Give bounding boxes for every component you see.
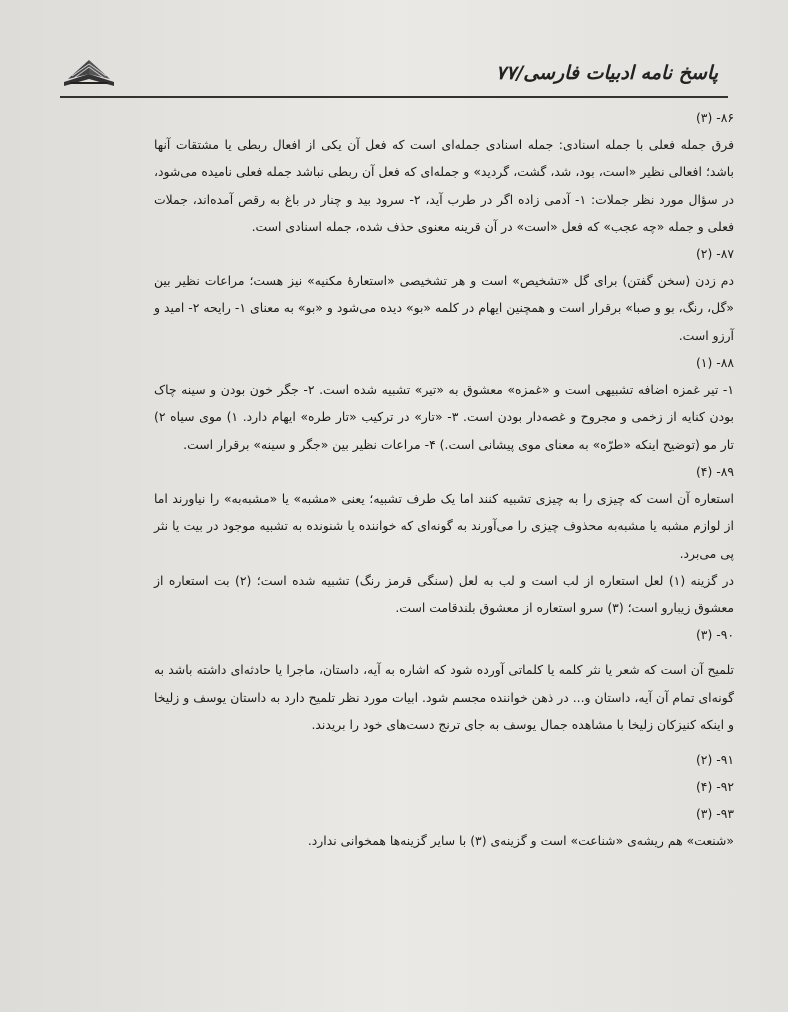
answer-number: ۸۹- (۴) bbox=[695, 463, 734, 479]
answer-paragraph: دم زدن (سخن گفتن) برای گل «تشخیص» است و هر تشخیصی «استعارهٔ مکنیه» نیز هست؛ مراعات نظیر بین «گل، رنگ، بو و صبا» برقرار است و همچنین ایهام در کلمه «بو» دیده می‌شود و «بو» به معنای ۱- رایحه ۲- امید و آرزو است. bbox=[154, 273, 735, 343]
answer-paragraph: استعاره آن است که چیزی را به چیزی تشبیه کنند اما یک طرف تشبیه؛ یعنی «مشبه» یا «مشبه‌به» را نیاورند اما از لوازم مشبه یا مشبه‌به محذوف چیزی را می‌آورند به گونه‌ای که خواننده یا شنونده به تشبیه موجود در بیت یا نثر پی می‌برد. bbox=[154, 490, 734, 561]
open-book-logo-icon bbox=[60, 52, 118, 90]
page-header bbox=[60, 52, 728, 96]
header-rule bbox=[60, 96, 728, 98]
header-title: پاسخ نامه ادبیات فارسی/۷۷ bbox=[495, 62, 718, 84]
answer-number: ۹۱- (۲) bbox=[695, 752, 734, 768]
answer-number: ۸۶- (۳) bbox=[695, 110, 734, 125]
answer-number: ۹۰- (۳) bbox=[695, 627, 734, 643]
answer-number: ۹۳- (۳) bbox=[695, 806, 734, 822]
answer-paragraph: در گزینه (۱) لعل استعاره از لب است و لب به لعل (سنگی قرمز رنگ) تشبیه شده است؛ (۲) بت استعاره از معشوق زیبارو است؛ (۳) سرو استعاره از معشوق بلندقامت است. bbox=[154, 572, 735, 616]
answer-number: ۹۲- (۴) bbox=[695, 779, 734, 795]
answer-paragraph: فرق جمله فعلی با جمله اسنادی: جمله اسنادی جمله‌ای است که فعل آن یکی از افعال ربطی یا مشتقات آنها باشد؛ افعالی نظیر «است، بود، شد، گشت، گردید» و جمله‌ای که فعل آن ربطی نباشد جمله فعلی نامیده می‌شود، در سؤال مورد نظر جملات: ۱- آدمی زاده اگر در طرب آید، ۲- سرود بید و چنار در باغ به رقص آمده‌اند، جملات فعلی و جمله «چه عجب» که فعل «است» در آن قرینه معنوی حذف شده، جمله اسنادی است. bbox=[154, 137, 734, 234]
answer-number: ۸۷- (۲) bbox=[695, 246, 734, 262]
answer-content bbox=[154, 104, 734, 855]
answer-paragraph: تلمیح آن است که شعر یا نثر کلمه یا کلماتی آورده شود که اشاره به آیه، داستان، ماجرا یا حادثه‌ای داشته باشد به گونه‌ای تمام آن آیه، داستان و... در ذهن خواننده مجسم شود. ابیات مورد نظر تلمیح دارد به داستان یوسف و زلیخا و اینکه کنیزکان زلیخا با مشاهده جمال یوسف به جای ترنج دست‌های خود را بریدند. bbox=[154, 662, 734, 733]
answer-paragraph: «شنعت» هم ریشه‌ی «شناعت» است و گزینه‌ی (۳) با سایر گزینه‌ها همخوانی ندارد. bbox=[307, 833, 734, 849]
answer-number: ۸۸- (۱) bbox=[695, 355, 734, 371]
answer-paragraph: ۱- تیر غمزه اضافه تشبیهی است و «غمزه» معشوق به «تیر» تشبیه شده است. ۲- جگر خون بودن و سینه چاک بودن کنایه از زخمی و مجروح و غصه‌دار بودن است. ۳- «تار» در ترکیب «تار طره» ایهام دارد. ۱) موی سیاه ۲) تار مو (توضیح اینکه «طرّه» به معنای موی پیشانی است.) ۴- مراعات نظیر بین «جگر و سینه» برقرار است. bbox=[154, 382, 735, 452]
